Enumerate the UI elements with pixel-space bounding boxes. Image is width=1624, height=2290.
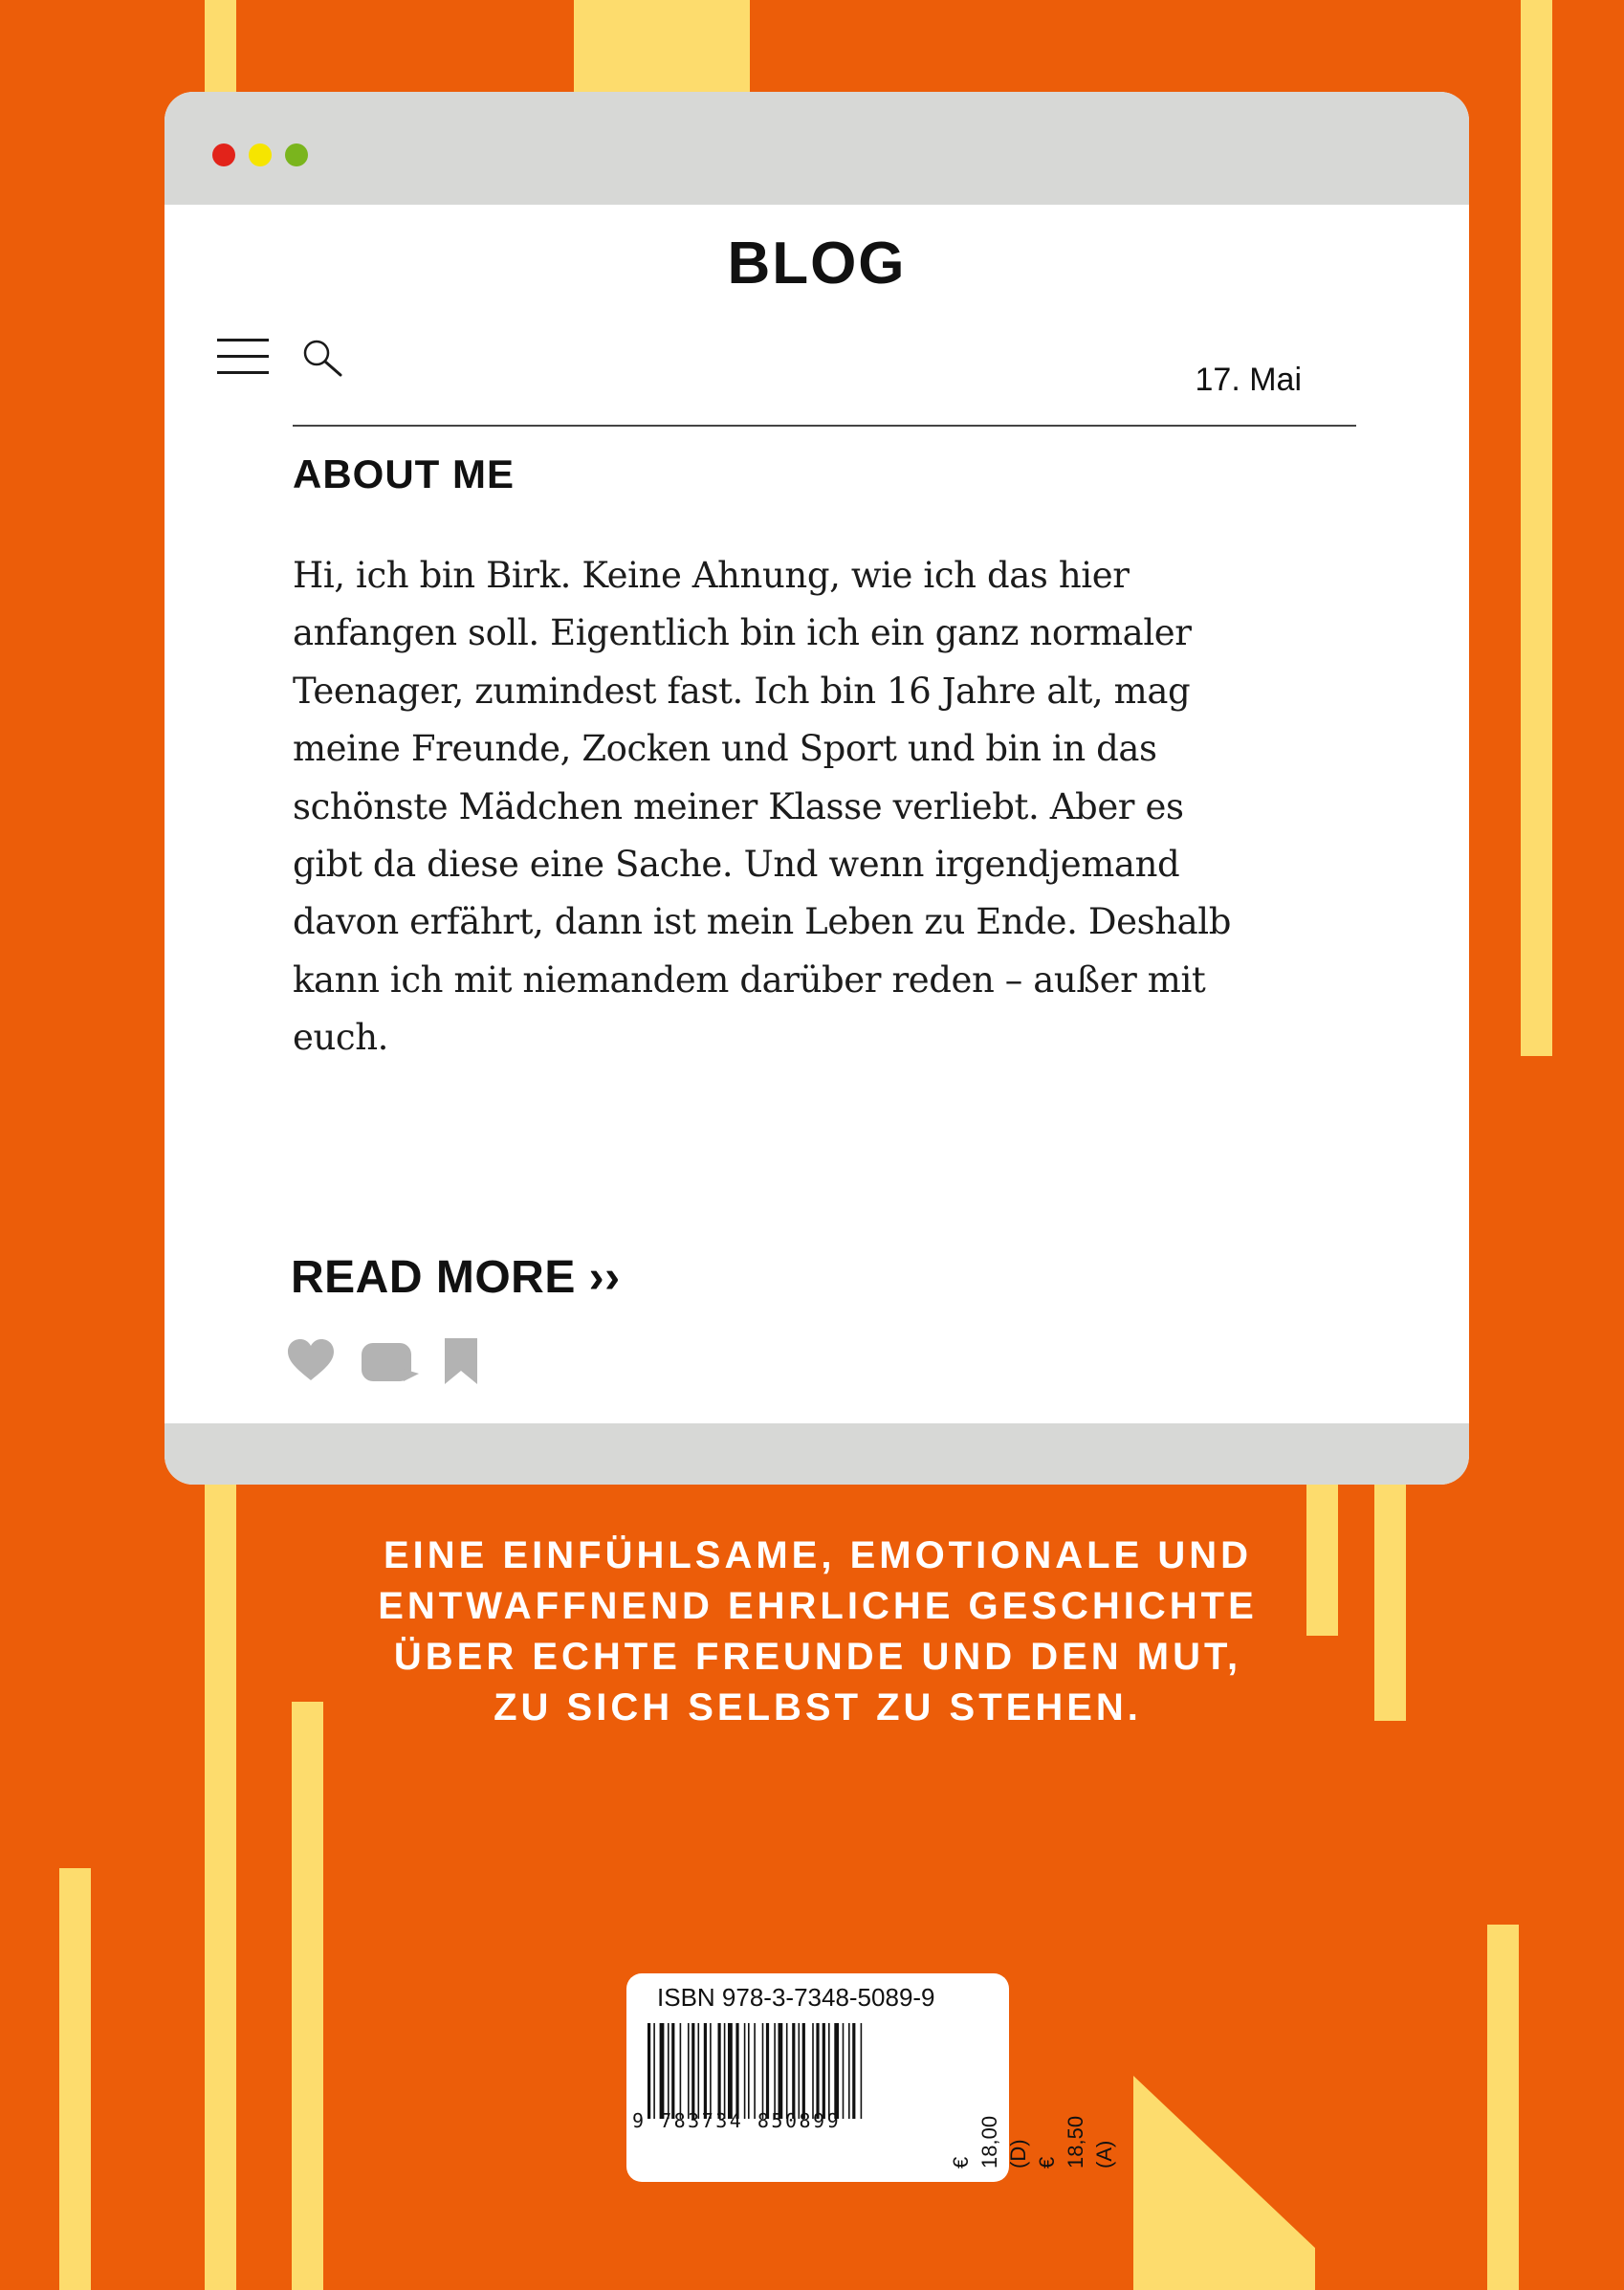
barcode-bar <box>728 2023 733 2119</box>
barcode-bar <box>744 2023 746 2119</box>
barcode-bar <box>710 2023 712 2119</box>
barcode-bar <box>691 2023 694 2119</box>
barcode-bars <box>647 2023 939 2119</box>
decor-triangle <box>1133 2076 1315 2290</box>
barcode-bar <box>861 2023 863 2119</box>
isbn-label: ISBN 978-3-7348-5089-9 <box>657 1983 935 2012</box>
barcode-bar <box>816 2023 819 2119</box>
window-titlebar <box>165 92 1469 205</box>
barcode-bar <box>748 2023 750 2119</box>
barcode-bar <box>647 2023 650 2119</box>
search-icon[interactable] <box>300 337 344 381</box>
decor-stripe <box>1374 1473 1406 1721</box>
post-body: Hi, ich bin Birk. Keine Ahnung, wie ich das hier anfangen soll. Eigentlich bin ich ein ganz normaler Teenager, zumindest fast. Ich bin 16 Jahre alt, mag meine Freunde, Zocken und Sport und bin in das schönste Mädchen meiner Klasse verliebt. Aber es gibt da diese eine Sache. Und wenn irgendjemand davon erfährt, dann ist mein Leben zu Ende. Deshalb kann ich mit niemandem darüber reden – außer mit euch. <box>293 555 1232 1059</box>
maximize-dot-icon[interactable] <box>285 143 308 166</box>
decor-stripe <box>59 1868 91 2290</box>
barcode-bar <box>671 2023 674 2119</box>
barcode-digits: 9 783734 850899 <box>632 2109 842 2132</box>
window-footer <box>165 1423 1469 1485</box>
barcode-bar <box>688 2023 690 2119</box>
tagline-line: ENTWAFFNEND EHRLICHE GESCHICHTE <box>378 1585 1258 1627</box>
barcode-bar <box>828 2023 830 2119</box>
barcode-bar <box>848 2023 850 2119</box>
barcode-bar <box>812 2023 814 2119</box>
barcode-bar <box>786 2023 788 2119</box>
price-at: € 18,50 (A) <box>1035 2115 1116 2169</box>
comment-icon[interactable] <box>362 1343 419 1383</box>
barcode-bar <box>834 2023 839 2119</box>
barcode-bar <box>762 2023 764 2119</box>
decor-stripe <box>574 0 750 96</box>
barcode-bar <box>754 2023 756 2119</box>
tagline-line: ZU SICH SELBST ZU STEHEN. <box>494 1686 1142 1729</box>
decor-stripe <box>205 1473 236 2290</box>
divider <box>293 425 1356 427</box>
barcode-bar <box>766 2023 769 2119</box>
barcode-box <box>626 1973 1116 2182</box>
barcode-bar <box>823 2023 825 2119</box>
page-title: BLOG <box>727 231 907 297</box>
decor-stripe <box>1487 1925 1519 2290</box>
barcode-bar <box>792 2023 795 2119</box>
decor-stripe <box>292 1702 323 2290</box>
browser-window <box>165 92 1469 1485</box>
decor-stripe <box>1521 0 1552 1056</box>
barcode-bar <box>660 2023 665 2119</box>
post-heading: ABOUT ME <box>293 451 515 496</box>
post-date: 17. Mai <box>1195 362 1302 398</box>
barcode-bar <box>668 2023 669 2119</box>
barcode-bar <box>852 2023 855 2119</box>
barcode-bar <box>735 2023 738 2119</box>
price-de: € 18,00 (D) <box>949 2115 1030 2169</box>
decor-stripe <box>205 0 236 96</box>
heart-icon[interactable] <box>287 1338 335 1382</box>
barcode-bar <box>724 2023 726 2119</box>
barcode-bar <box>718 2023 721 2119</box>
close-dot-icon[interactable] <box>212 143 235 166</box>
tagline-line: EINE EINFÜHLSAME, EMOTIONALE UND <box>383 1534 1253 1576</box>
price-block <box>947 2106 1119 2169</box>
barcode-bar <box>680 2023 682 2119</box>
read-more-link[interactable]: READ MORE ›› <box>291 1252 621 1303</box>
barcode-bar <box>843 2023 845 2119</box>
tagline-line: ÜBER ECHTE FREUNDE UND DEN MUT, <box>393 1636 1242 1678</box>
barcode-bar <box>698 2023 700 2119</box>
barcode-bar <box>799 2023 801 2119</box>
bookmark-icon[interactable] <box>445 1338 477 1384</box>
barcode-bar <box>802 2023 805 2119</box>
barcode-bar <box>779 2023 783 2119</box>
hamburger-icon[interactable] <box>217 339 269 377</box>
barcode-bar <box>653 2023 655 2119</box>
tagline <box>287 1530 1349 1733</box>
minimize-dot-icon[interactable] <box>249 143 272 166</box>
barcode-bar <box>774 2023 776 2119</box>
barcode-bar <box>704 2023 707 2119</box>
